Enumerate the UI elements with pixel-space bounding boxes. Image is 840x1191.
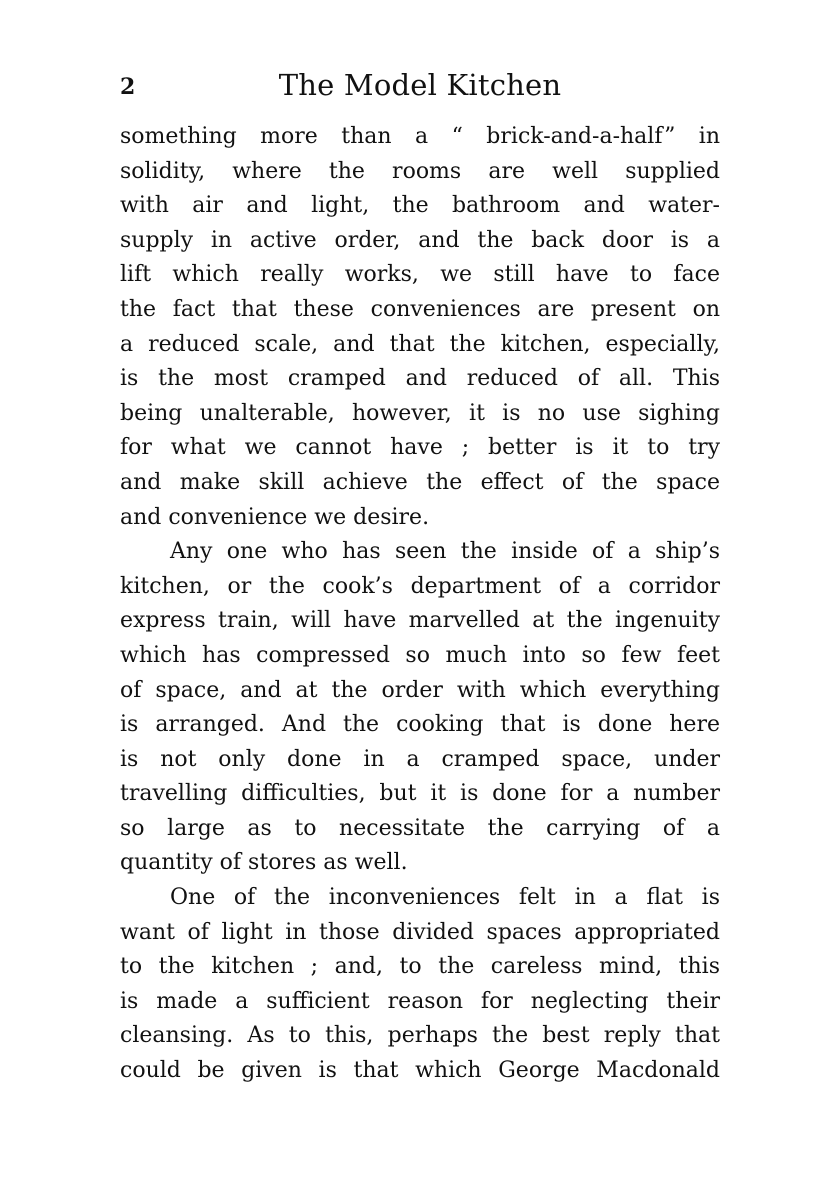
text-line: to the kitchen ; and, to the careless mind, this	[120, 954, 720, 980]
text-line: with air and light, the bathroom and water-	[120, 193, 720, 219]
text-line: want of light in those divided spaces appropriated	[120, 919, 720, 945]
text-line: cleansing. As to this, perhaps the best reply that	[120, 1023, 720, 1049]
text-line: is not only done in a cramped space, under	[120, 746, 720, 772]
text-line: and convenience we desire.	[120, 504, 430, 530]
text-line: and make skill achieve the effect of the space	[120, 469, 720, 495]
text-line: supply in active order, and the back door is a	[120, 227, 720, 253]
text-line: something more than a “ brick-and-a-half” in	[120, 124, 720, 149]
text-line: kitchen, or the cook’s department of a corridor	[120, 573, 720, 599]
text-line: being unalterable, however, it is no use sighing	[120, 400, 720, 426]
text-line: lift which really works, we still have to face	[120, 262, 720, 288]
text-line: quantity of stores as well.	[120, 850, 408, 876]
paragraph-3	[120, 881, 720, 1089]
text-line: is the most cramped and reduced of all. This	[120, 366, 720, 392]
text-line: for what we cannot have ; better is it to try	[120, 435, 720, 461]
text-line: is made a sufficient reason for neglecting their	[120, 988, 720, 1014]
page-header	[120, 68, 720, 108]
text-line: which has compressed so much into so few feet	[120, 642, 720, 668]
text-line: One of the inconveniences felt in a flat is	[170, 885, 720, 911]
paragraph-1	[120, 120, 720, 535]
text-line: Any one who has seen the inside of a ship’s	[170, 539, 720, 565]
page-number: 2	[120, 74, 136, 100]
body-text	[120, 120, 720, 1089]
text-line: express train, will have marvelled at the ingenuity	[120, 608, 720, 634]
text-line: travelling difficulties, but it is done for a number	[120, 781, 720, 807]
running-title: The Model Kitchen	[278, 68, 562, 102]
text-line: is arranged. And the cooking that is done here	[120, 712, 720, 738]
paragraph-2	[120, 535, 720, 881]
text-line: a reduced scale, and that the kitchen, especially,	[120, 331, 720, 357]
text-line: of space, and at the order with which everything	[120, 677, 720, 703]
text-line: the fact that these conveniences are present on	[120, 296, 720, 322]
text-line: so large as to necessitate the carrying of a	[120, 815, 720, 841]
text-line: solidity, where the rooms are well supplied	[120, 158, 720, 184]
text-line: could be given is that which George Macdonald	[120, 1058, 720, 1084]
